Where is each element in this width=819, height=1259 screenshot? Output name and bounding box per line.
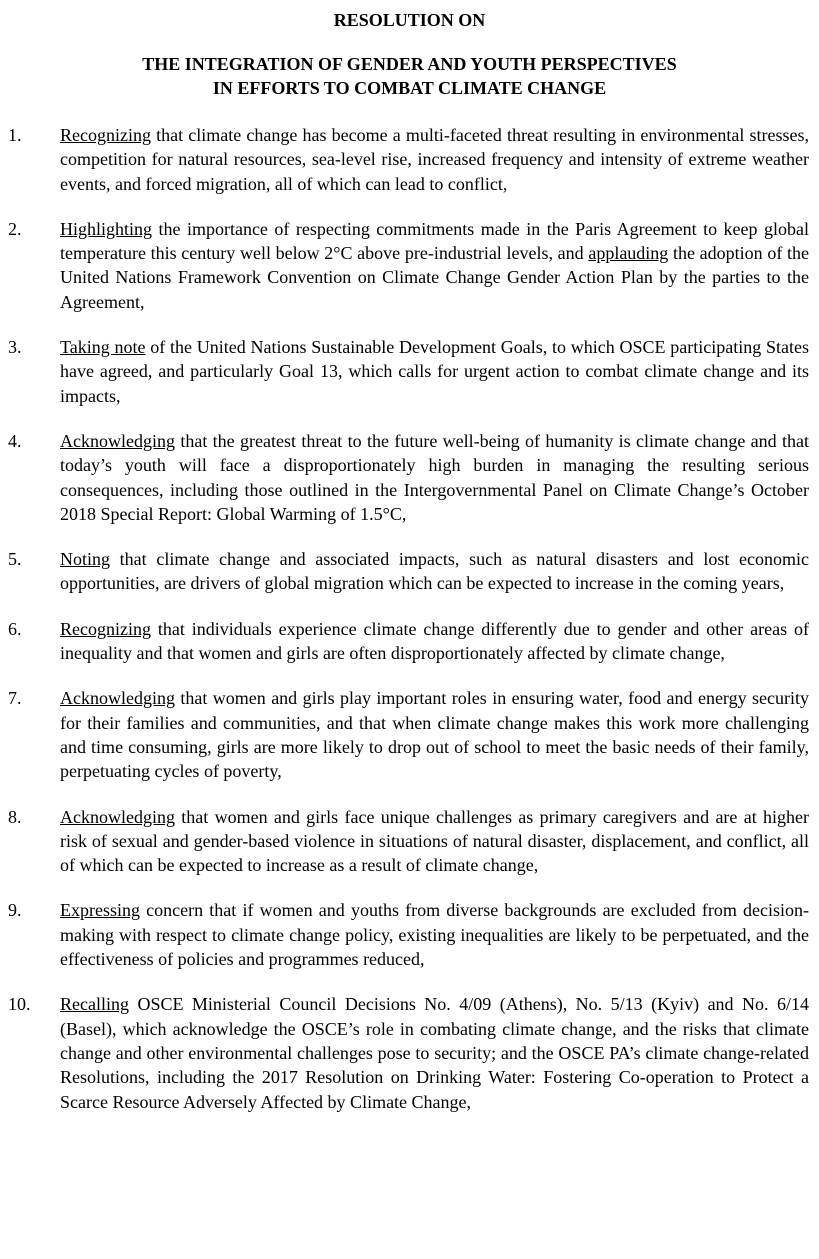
paragraph-text: that climate change has become a multi-faceted threat resulting in environmental stresses, competition for natural resources, sea-level rise, increased frequency and intensity of extreme weather events, and forced migration, all of which can lead to conflict,	[60, 125, 809, 194]
paragraph-number: 1.	[8, 125, 22, 145]
paragraph-number: 10.	[8, 994, 31, 1015]
paragraph-body	[60, 805, 811, 878]
paragraph-text: that individuals experience climate change differently due to gender and other areas of inequality and that women and girls are often disproportionately affected by climate change,	[60, 618, 809, 664]
paragraph-number: 5.	[8, 549, 22, 570]
resolution-heading	[8, 52, 811, 100]
paragraph-1	[8, 123, 811, 196]
paragraph-text: the importance of respecting commitments made in the Paris Agreement to keep global temperature this century well below 2°C above pre-industrial levels, and	[60, 218, 809, 264]
paragraph-keyword: Acknowledging	[60, 688, 175, 709]
paragraph-list	[8, 123, 811, 1114]
paragraph-body	[60, 547, 811, 596]
paragraph-body	[60, 686, 811, 783]
paragraph-keyword: Recognizing	[60, 618, 151, 639]
heading-line-2: IN EFFORTS TO COMBAT CLIMATE CHANGE	[212, 78, 607, 98]
paragraph-keyword: Acknowledging	[60, 430, 175, 451]
paragraph-text: that women and girls face unique challenges as primary caregivers and are at higher risk of sexual and gender-based violence in situations of natural disaster, displacement, and conflict, all of which can be expected to increase as a result of climate change,	[60, 806, 809, 876]
paragraph-4	[8, 429, 811, 526]
paragraph-keyword: Acknowledging	[60, 806, 175, 827]
paragraph-body	[60, 617, 811, 666]
paragraph-number: 2.	[8, 218, 22, 239]
heading-line-1: THE INTEGRATION OF GENDER AND YOUTH PERSPECTIVES	[142, 54, 677, 74]
paragraph-body	[60, 429, 811, 526]
paragraph-keyword: Taking note	[60, 337, 146, 358]
resolution-title: RESOLUTION ON	[333, 10, 486, 30]
paragraph-text: that the greatest threat to the future well-being of humanity is climate change and that today’s youth will face a disproportionately high burden in managing the resulting serious consequences, including those outlined in the Intergovernmental Panel on Climate Change’s October 2018 Special Report: Global Warming of 1.5°C,	[60, 430, 809, 524]
paragraph-text: of the United Nations Sustainable Development Goals, to which OSCE participating States have agreed, and particularly Goal 13, which calls for urgent action to combat climate change and its impacts,	[60, 337, 809, 406]
paragraph-number: 8.	[8, 806, 22, 827]
paragraph-number: 4.	[8, 430, 22, 451]
paragraph-text-secondary: the adoption of the United Nations Framework Convention on Climate Change Gender Action Plan by the parties to the Agreement,	[60, 243, 809, 312]
paragraph-keyword: Recognizing	[60, 125, 151, 145]
paragraph-body	[60, 335, 811, 408]
paragraph-body	[60, 992, 811, 1113]
paragraph-body	[60, 217, 811, 314]
paragraph-9	[8, 898, 811, 971]
paragraph-3	[8, 335, 811, 408]
paragraph-number: 9.	[8, 900, 22, 921]
paragraph-text: that women and girls play important roles in ensuring water, food and energy security for their families and communities, and that when climate change makes this work more challenging and time consuming, girls are more likely to drop out of school to meet the basic needs of their family, perpetuating cycles of poverty,	[60, 688, 809, 782]
paragraph-number: 6.	[8, 618, 22, 639]
paragraph-5	[8, 547, 811, 596]
paragraph-keyword: Noting	[60, 549, 111, 570]
paragraph-keyword: Highlighting	[60, 218, 153, 239]
paragraph-2	[8, 217, 811, 314]
paragraph-number: 3.	[8, 337, 22, 358]
paragraph-keyword: Expressing	[60, 900, 140, 921]
paragraph-body	[60, 898, 811, 971]
paragraph-number: 7.	[8, 688, 22, 709]
paragraph-text: concern that if women and youths from diverse backgrounds are excluded from decision-making with respect to climate change policy, existing inequalities are likely to be perpetuated, and the effectiveness of policies and programmes reduced,	[60, 900, 809, 970]
paragraph-10	[8, 992, 811, 1113]
paragraph-text: OSCE Ministerial Council Decisions No. 4/09 (Athens), No. 5/13 (Kyiv) and No. 6/14 (Basel), which acknowledge the OSCE’s role in combating climate change, and the risks that climate change and other environmental challenges pose to security; and the OSCE PA’s climate change-related Resolutions, including the 2017 Resolution on Drinking Water: Fostering Co-operation to Protect a Scarce Resource Adversely Affected by Climate Change,	[60, 994, 809, 1112]
paragraph-text: that climate change and associated impacts, such as natural disasters and lost economic opportunities, are drivers of global migration which can be expected to increase in the coming years,	[60, 549, 809, 594]
paragraph-7	[8, 686, 811, 783]
paragraph-keyword: Recalling	[60, 994, 129, 1015]
paragraph-8	[8, 805, 811, 878]
paragraph-keyword-secondary: applauding	[588, 243, 669, 264]
paragraph-body	[60, 123, 811, 196]
paragraph-6	[8, 617, 811, 666]
